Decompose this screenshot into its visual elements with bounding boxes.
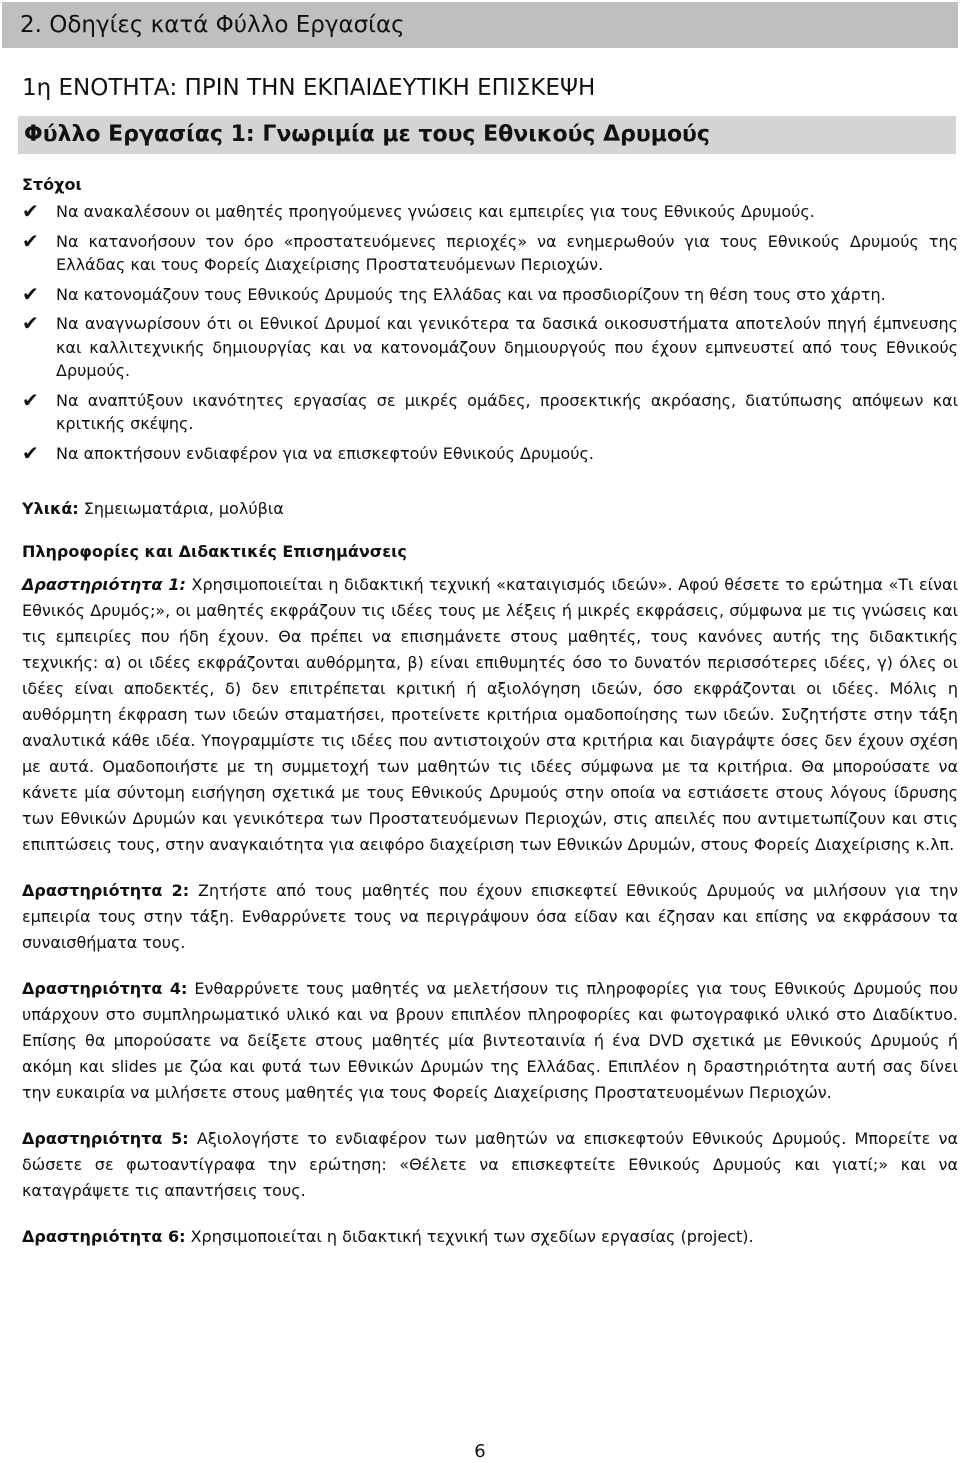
goal-item xyxy=(22,200,958,224)
checkmark-icon: ✔ xyxy=(22,440,39,465)
activity-text: Χρησιμοποιείται η διδακτική τεχνική «καταιγισμός ιδεών». Αφού θέσετε το ερώτημα «Τι είναι Εθνικός Δρυμός;», οι μαθητές εκφράζουν τις ιδέες τους με λέξεις ή μικρές εκφράσεις, σύμφωνα με τις γνώσεις και τις εμπειρίες που ήδη έχουν. Θα πρέπει να επισημάνετε στους μαθητές, τους κανόνες αυτής της διδακτικής τεχνικής: α) οι ιδέες εκφράζονται αυθόρμητα, β) είναι επιθυμητές όσο το δυνατόν περισσότερες ιδέες, γ) όλες οι ιδέες είναι αποδεκτές, δ) δεν επιτρέπεται κριτική ή αξιολόγηση ιδεών, όσο εκφράζονται οι ιδέες. Μόλις η αυθόρμητη έκφραση των ιδεών σταματήσει, προτείνετε κριτήρια ομαδοποίησης των ιδεών. Συζητήστε στην τάξη αναλυτικά κάθε ιδέα. Υπογραμμίστε τις ιδέες που αντιστοιχούν στα κριτήρια και διαγράψτε όσες δεν έχουν σχέση με αυτά. Ομαδοποιήστε με τη συμμετοχή των μαθητών τις ιδέες σύμφωνα με τα κριτήρια. Θα μπορούσατε να κάνετε μία σύντομη εισήγηση σχετικά με τους Εθνικούς Δρυμούς στην οποία να εστιάσετε στους λόγους ίδρυσης των Εθνικών Δρυμών και γενικότερα των Προστατευόμενων Περιοχών, στις απειλές που αντιμετωπίζουν και στις επιπτώσεις τους, στην αναγκαιότητα για αειφόρο διαχείριση των Εθνικών Δρυμών, στους Φορείς Διαχείρισης κ.λπ. xyxy=(22,575,958,854)
goal-text: Να κατανοήσουν τον όρο «προστατευόμενες περιοχές» να ενημερωθούν για τους Εθνικούς Δρυμούς της Ελλάδας και τους Φορείς Διαχείρισης Προστατευόμενων Περιοχών. xyxy=(56,231,958,274)
activity-text: Χρησιμοποιείται η διδακτική τεχνική των σχεδίων εργασίας (project). xyxy=(185,1227,754,1246)
materials-text: Σημειωματάρια, μολύβια xyxy=(78,499,284,518)
activity-paragraph xyxy=(22,1224,958,1250)
activity-label: Δραστηριότητα 5: xyxy=(22,1129,189,1148)
activity-paragraph xyxy=(22,878,958,956)
activity-label: Δραστηριότητα 1: xyxy=(22,575,186,594)
goal-text: Να αποκτήσουν ενδιαφέρον για να επισκεφτούν Εθνικούς Δρυμούς. xyxy=(56,443,595,463)
checkmark-icon: ✔ xyxy=(22,387,39,412)
page-number: 6 xyxy=(474,1441,486,1462)
goals-heading: Στόχοι xyxy=(22,175,82,194)
goal-item xyxy=(22,230,958,277)
activity-paragraph xyxy=(22,572,958,858)
activity-label: Δραστηριότητα 2: xyxy=(22,881,190,900)
materials-line xyxy=(22,497,284,521)
goal-item xyxy=(22,312,958,383)
checkmark-icon: ✔ xyxy=(22,199,39,223)
activity-text: Ζητήστε από τους μαθητές που έχουν επισκεφτεί Εθνικούς Δρυμούς να μιλήσουν για την εμπειρία τους στην τάξη. Ενθαρρύνετε τους να περιγράψουν όσα είδαν και έζησαν και επίσης να εκφράσουν τα συναισθήματα τους. xyxy=(22,881,959,952)
goal-item xyxy=(22,442,958,466)
activity-text: Αξιολογήστε το ενδιαφέρον των μαθητών να επισκεφτούν Εθνικούς Δρυμούς. Μπορείτε να δώσετε σε φωτοαντίγραφα την ερώτηση: «Θέλετε να επισκεφτείτε Εθνικούς Δρυμούς και γιατί;» και να καταγράψετε τις απαντήσεις τους. xyxy=(22,1129,959,1200)
info-heading: Πληροφορίες και Διδακτικές Επισημάνσεις xyxy=(22,542,407,561)
activity-text: Ενθαρρύνετε τους μαθητές να μελετήσουν τις πληροφορίες για τους Εθνικούς Δρυμούς που υπάρχουν στο συμπληρωματικό υλικό και να βρουν επιπλέον πληροφορίες και φωτογραφικό υλικό στο Διαδίκτυο. Επίσης θα μπορούσατε να δείξετε στους μαθητές μία βιντεοταινία ή ένα DVD σχετικά με Εθνικούς Δρυμούς ή ακόμη και slides με ζώα και φυτά των Εθνικών Δρυμών της Ελλάδας. Επιπλέον η δραστηριότητα αυτή σας δίνει την ευκαιρία να μιλήσετε στους μαθητές για τους Φορείς Διαχείρισης Προστατευομένων Περιοχών. xyxy=(22,979,958,1102)
goals-list xyxy=(22,200,958,471)
goal-text: Να κατονομάζουν τους Εθνικούς Δρυμούς της Ελλάδας και να προσδιορίζουν τη θέση τους στο χάρτη. xyxy=(56,284,886,304)
goal-text: Να αναπτύξουν ικανότητες εργασίας σε μικρές ομάδες, προσεκτικής ακρόασης, διατύπωσης απόψεων και κριτικής σκέψης. xyxy=(56,390,958,433)
unit-title: 1η ΕΝΟΤΗΤΑ: ΠΡΙΝ ΤΗΝ ΕΚΠΑΙΔΕΥΤΙΚΗ ΕΠΙΣΚΕΨΗ xyxy=(22,75,596,101)
activity-paragraph xyxy=(22,976,958,1106)
goal-item xyxy=(22,389,958,436)
activities-list xyxy=(22,572,958,1270)
materials-label: Υλικά: xyxy=(22,499,79,518)
goal-item xyxy=(22,283,958,307)
checkmark-icon: ✔ xyxy=(22,281,39,306)
activity-label: Δραστηριότητα 4: xyxy=(22,979,188,998)
checkmark-icon: ✔ xyxy=(22,228,39,253)
chapter-title: 2. Οδηγίες κατά Φύλλο Εργασίας xyxy=(2,2,958,48)
activity-label: Δραστηριότητα 6: xyxy=(22,1227,186,1246)
checkmark-icon: ✔ xyxy=(22,311,39,335)
activity-paragraph xyxy=(22,1126,958,1204)
goal-text: Να αναγνωρίσουν ότι οι Εθνικοί Δρυμοί και γενικότερα τα δασικά οικοσυστήματα αποτελούν πηγή έμπνευσης και καλλιτεχνικής δημιουργίας και να κατονομάζουν δημιουργούς που έχουν εμπνευστεί από τους Εθνικούς Δρυμούς. xyxy=(56,314,958,380)
goal-text: Να ανακαλέσουν οι μαθητές προηγούμενες γνώσεις και εμπειρίες για τους Εθνικούς Δρυμούς. xyxy=(56,202,815,221)
worksheet-title: Φύλλο Εργασίας 1: Γνωριμία με τους Εθνικούς Δρυμούς xyxy=(18,116,956,154)
